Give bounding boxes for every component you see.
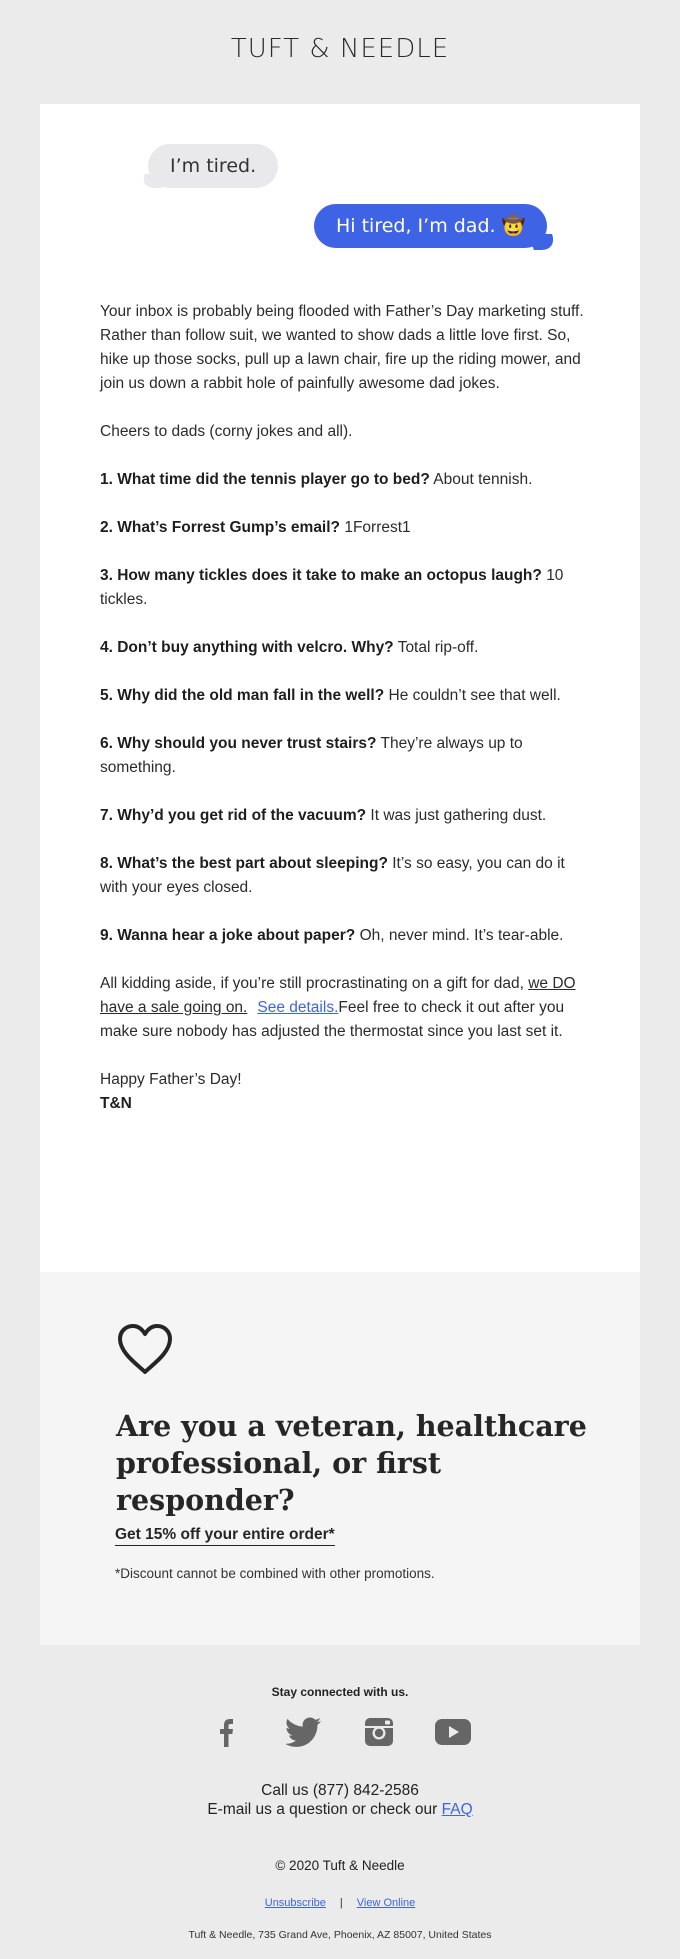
intro-paragraph: Your inbox is probably being flooded with Father’s Day marketing stuff. Rather than follow suit, we wanted to show dads a little love first. So, hike up those socks, pull up a lawn chair, fire up the riding mower, and join us down a rabbit hole of painfully awesome dad jokes. bbox=[100, 303, 584, 392]
instagram-icon[interactable] bbox=[364, 1717, 394, 1747]
email-body bbox=[100, 300, 590, 1140]
joke-question: 9. Wanna hear a joke about paper? bbox=[100, 927, 356, 944]
joke-answer: 1Forrest1 bbox=[344, 519, 411, 536]
joke-answer: Total rip-off. bbox=[397, 639, 479, 656]
contact-info bbox=[0, 1781, 680, 1819]
joke-question: 8. What’s the best part about sleeping? bbox=[100, 855, 388, 872]
see-details-link[interactable]: See details. bbox=[257, 999, 339, 1016]
chat-bubble-left-text: I’m tired. bbox=[170, 155, 257, 177]
joke-answer: Oh, never mind. It’s tear-able. bbox=[359, 927, 564, 944]
joke-item bbox=[100, 468, 590, 492]
chat-bubble-right bbox=[314, 204, 547, 248]
joke-item bbox=[100, 924, 590, 948]
joke-question: 6. Why should you never trust stairs? bbox=[100, 735, 377, 752]
call-us: Call us (877) 842-2586 bbox=[261, 1782, 419, 1799]
brand-logo[interactable]: TUFT & NEEDLE bbox=[230, 34, 450, 64]
stay-connected: Stay connected with us. bbox=[271, 1685, 409, 1699]
joke-item bbox=[100, 684, 590, 708]
joke-answer: They’re always up to something. bbox=[100, 735, 523, 776]
copyright: © 2020 Tuft & Needle bbox=[275, 1858, 405, 1873]
unsubscribe-link[interactable]: Unsubscribe bbox=[264, 1897, 326, 1909]
twitter-icon[interactable] bbox=[286, 1717, 322, 1747]
footer-links bbox=[0, 1897, 680, 1909]
joke-question: 7. Why’d you get rid of the vacuum? bbox=[100, 807, 367, 824]
facebook-icon[interactable] bbox=[214, 1717, 240, 1747]
joke-question: 1. What time did the tennis player go to bed? bbox=[100, 471, 430, 488]
joke-question: 5. Why did the old man fall in the well? bbox=[100, 687, 385, 704]
joke-item bbox=[100, 564, 590, 612]
closing-prefix: All kidding aside, if you’re still procrastinating on a gift for dad, bbox=[100, 975, 524, 992]
joke-question: 3. How many tickles does it take to make an octopus laugh? bbox=[100, 567, 542, 584]
joke-answer: 10 tickles. bbox=[100, 567, 564, 608]
link-separator: | bbox=[339, 1897, 343, 1909]
sale-link[interactable]: we DO have a sale going on. bbox=[100, 975, 576, 1016]
joke-item bbox=[100, 852, 590, 900]
joke-answer: He couldn’t see that well. bbox=[388, 687, 561, 704]
joke-question: 2. What’s Forrest Gump’s email? bbox=[100, 519, 341, 536]
veteran-discount-link[interactable]: Get 15% off your entire order* bbox=[115, 1526, 335, 1546]
joke-answer: About tennish. bbox=[433, 471, 533, 488]
joke-question: 4. Don’t buy anything with velcro. Why? bbox=[100, 639, 394, 656]
joke-item bbox=[100, 732, 590, 780]
faq-link[interactable]: FAQ bbox=[441, 1801, 473, 1818]
cheers-paragraph: Cheers to dads (corny jokes and all). bbox=[100, 423, 353, 440]
email-card bbox=[40, 104, 640, 1272]
signoff-line: Happy Father’s Day! bbox=[100, 1071, 242, 1088]
discount-note: *Discount cannot be combined with other promotions. bbox=[115, 1566, 435, 1581]
closing-suffix: Feel free to check it out after you make sure nobody has adjusted the thermostat since you last set it. bbox=[100, 999, 565, 1040]
veteran-title: Are you a veteran, healthcare professional, or first responder? bbox=[116, 1409, 587, 1517]
chat-bubble-right-text: Hi tired, I’m dad. 🤠 bbox=[336, 215, 526, 237]
joke-item bbox=[100, 804, 590, 828]
joke-item bbox=[100, 516, 590, 540]
view-online-link[interactable]: View Online bbox=[356, 1897, 416, 1909]
email-us-text: E-mail us a question or check our bbox=[207, 1801, 438, 1818]
signoff bbox=[100, 1068, 590, 1116]
heart-icon bbox=[116, 1322, 174, 1376]
closing-paragraph bbox=[100, 972, 590, 1044]
veteran-panel bbox=[40, 1272, 640, 1645]
signoff-signature: T&N bbox=[100, 1095, 132, 1112]
joke-answer: It’s so easy, you can do it with your eyes closed. bbox=[100, 855, 565, 896]
joke-item bbox=[100, 636, 590, 660]
joke-answer: It was just gathering dust. bbox=[370, 807, 547, 824]
youtube-icon[interactable] bbox=[434, 1717, 472, 1747]
chat-bubble-left bbox=[148, 144, 278, 188]
company-address: Tuft & Needle, 735 Grand Ave, Phoenix, AZ 85007, United States bbox=[188, 1929, 492, 1941]
